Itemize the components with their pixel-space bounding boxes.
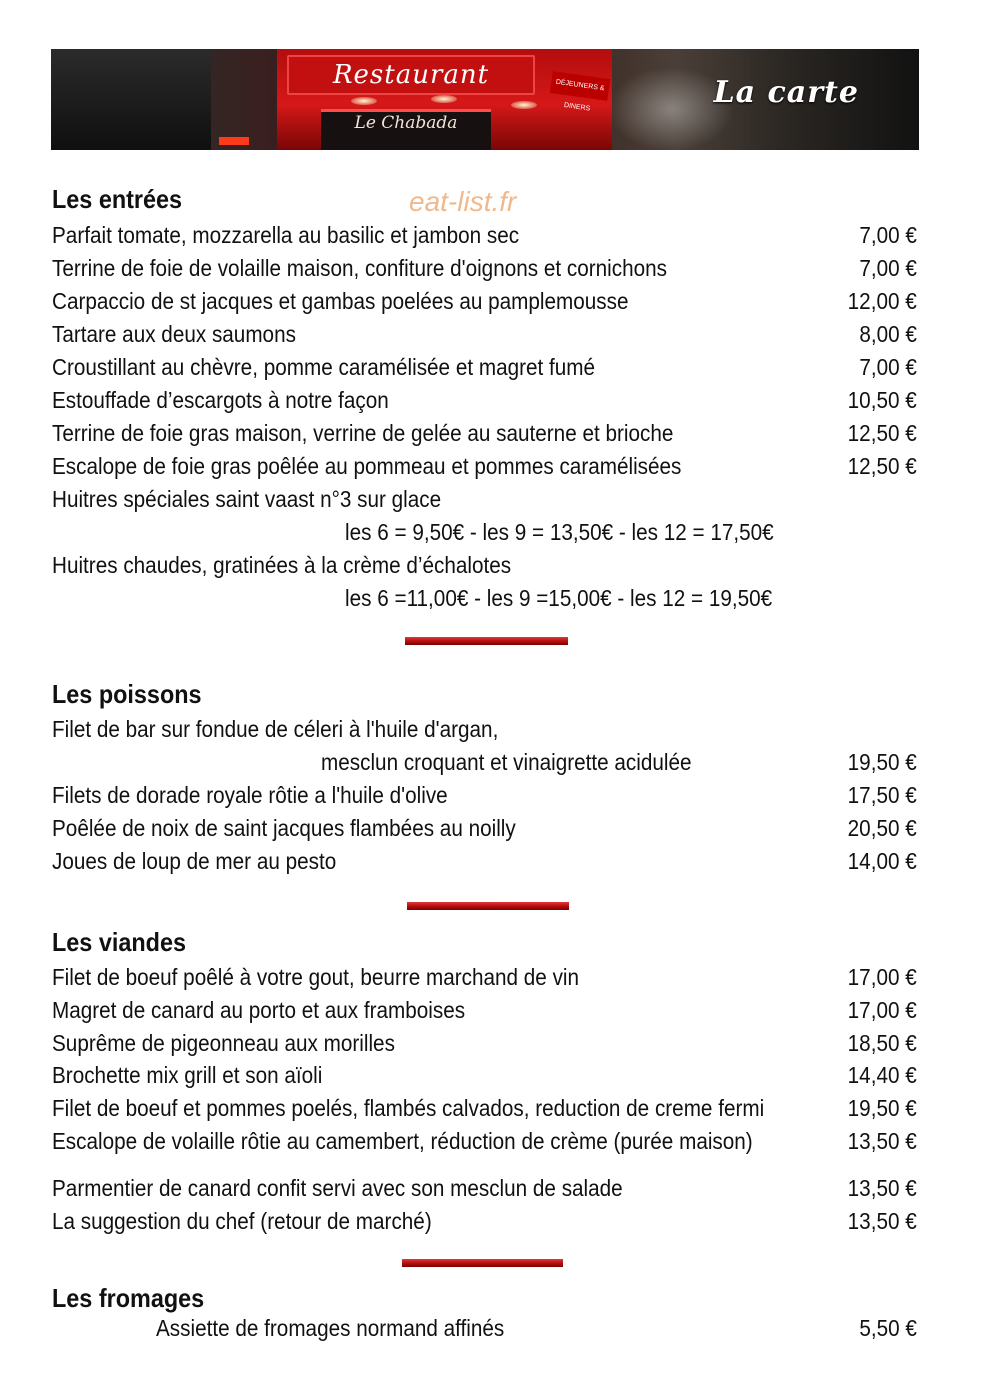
menu-item-price: 7,00 €: [859, 222, 917, 248]
menu-item: Croustillant au chèvre, pomme caramélisée et magret fumé: [52, 354, 596, 380]
menu-item: Carpaccio de st jacques et gambas poelées au pamplemousse: [52, 288, 629, 314]
ceiling-light-icon: [431, 95, 457, 103]
section-divider: [402, 1259, 563, 1267]
red-lamp: [219, 137, 249, 145]
menu-item-price: 8,00 €: [859, 321, 917, 347]
menu-item-oysters: Huitres spéciales saint vaast n°3 sur glace: [52, 486, 442, 512]
menu-item-price: 10,50 €: [847, 387, 917, 413]
menu-item: Assiette de fromages normand affinés: [156, 1315, 505, 1341]
menu-item-price: 14,00 €: [847, 848, 917, 874]
menu-item-price: 17,00 €: [847, 964, 917, 990]
menu-item-price: 20,50 €: [847, 815, 917, 841]
menu-item: Filet de bar sur fondue de céleri à l'huile d'argan,: [52, 716, 499, 742]
menu-item-price: 17,00 €: [847, 997, 917, 1023]
menu-item-price: 14,40 €: [847, 1062, 917, 1088]
menu-item: Escalope de foie gras poêlée au pommeau et pommes caramélisées: [52, 453, 682, 479]
menu-item-oyster-prices: les 6 =11,00€ - les 9 =15,00€ - les 12 = 19,50€: [345, 585, 773, 611]
menu-item: Parmentier de canard confit servi avec son mesclun de salade: [52, 1175, 623, 1201]
section-heading-poissons: Les poissons: [52, 679, 202, 709]
menu-item-price: 7,00 €: [859, 354, 917, 380]
menu-item: La suggestion du chef (retour de marché): [52, 1208, 432, 1234]
menu-item-price: 17,50 €: [847, 782, 917, 808]
menu-item-price: 19,50 €: [847, 749, 917, 775]
menu-item-price: 12,00 €: [847, 288, 917, 314]
menu-item: Suprême de pigeonneau aux morilles: [52, 1030, 395, 1056]
page-title: La carte: [713, 75, 859, 110]
menu-item-price: 13,50 €: [847, 1175, 917, 1201]
menu-item: Escalope de volaille rôtie au camembert, réduction de crème (purée maison): [52, 1128, 753, 1154]
restaurant-sub-sign: DÉJEUNERS & DINERS: [550, 71, 610, 101]
menu-item-oyster-prices: les 6 = 9,50€ - les 9 = 13,50€ - les 12 = 17,50€: [345, 519, 774, 545]
menu-item-price: 5,50 €: [859, 1315, 917, 1341]
restaurant-sign: Restaurant: [287, 55, 535, 95]
menu-item: Magret de canard au porto et aux framboises: [52, 997, 466, 1023]
section-divider: [407, 902, 569, 910]
menu-item: Poêlée de noix de saint jacques flambées au noilly: [52, 815, 516, 841]
menu-item-price: 13,50 €: [847, 1208, 917, 1234]
menu-item: Joues de loup de mer au pesto: [52, 848, 337, 874]
menu-item-oysters: Huitres chaudes, gratinées à la crème d’échalotes: [52, 552, 512, 578]
menu-item: Brochette mix grill et son aïoli: [52, 1062, 323, 1088]
menu-item-price: 19,50 €: [847, 1095, 917, 1121]
menu-item: Filets de dorade royale rôtie a l'huile d'olive: [52, 782, 448, 808]
menu-item-price: 18,50 €: [847, 1030, 917, 1056]
banner-wall: [51, 49, 211, 150]
menu-item: Terrine de foie de volaille maison, confiture d'oignons et cornichons: [52, 255, 667, 281]
ceiling-light-icon: [351, 97, 377, 105]
section-heading-entrees: Les entrées: [52, 184, 183, 214]
menu-item: Filet de boeuf et pommes poelés, flambés calvados, reduction de creme fermi: [52, 1095, 765, 1121]
menu-item: Filet de boeuf poêlé à votre gout, beurre marchand de vin: [52, 964, 580, 990]
header-banner: [51, 49, 919, 150]
ceiling-light-icon: [511, 101, 537, 109]
menu-item-continuation: mesclun croquant et vinaigrette acidulée: [321, 749, 692, 775]
section-heading-viandes: Les viandes: [52, 927, 186, 957]
section-heading-fromages: Les fromages: [52, 1283, 205, 1313]
section-divider: [405, 637, 568, 645]
menu-item: Estouffade d’escargots à notre façon: [52, 387, 389, 413]
door-label: Le Chabada: [354, 113, 458, 133]
menu-item-price: 7,00 €: [859, 255, 917, 281]
watermark: eat-list.fr: [409, 186, 517, 217]
menu-item: Parfait tomate, mozzarella au basilic et jambon sec: [52, 222, 520, 248]
menu-item-price: 13,50 €: [847, 1128, 917, 1154]
menu-item-price: 12,50 €: [847, 420, 917, 446]
menu-item-price: 12,50 €: [847, 453, 917, 479]
menu-item: Tartare aux deux saumons: [52, 321, 296, 347]
menu-item: Terrine de foie gras maison, verrine de gelée au sauterne et brioche: [52, 420, 674, 446]
